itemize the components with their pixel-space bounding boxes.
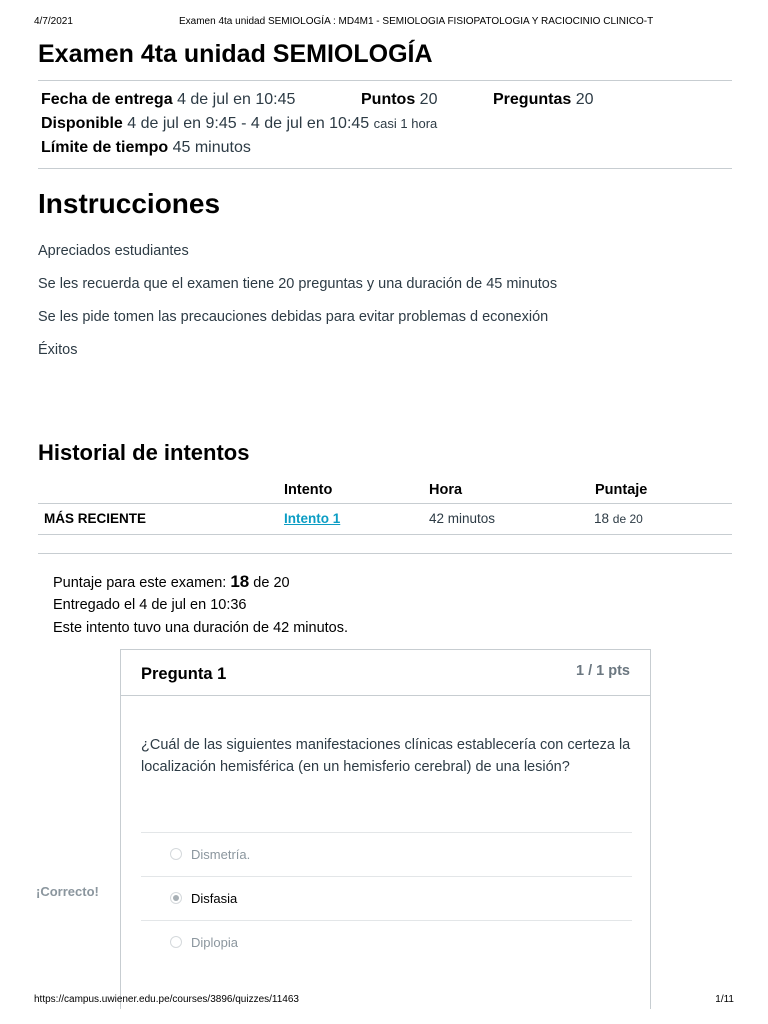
page-title: Examen 4ta unidad SEMIOLOGÍA [38,40,433,68]
answer-label: Dismetría. [191,847,251,862]
print-date: 4/7/2021 [34,16,73,27]
radio-button-selected[interactable] [170,892,182,904]
print-footer [34,994,734,1008]
divider [38,553,732,554]
time-limit-label: Límite de tiempo [41,139,169,156]
question-text: ¿Cuál de las siguientes manifestaciones clínicas establecería con certeza la localización hemisférica (en un hemisferio cerebral) de una lesión? [141,737,631,775]
history-column-attempt: Intento [284,482,333,498]
answer-option[interactable] [141,876,632,920]
due-date [41,91,295,109]
instruction-line: Se les recuerda que el examen tiene 20 preguntas y una duración de 45 minutos [38,276,558,292]
availability [41,115,437,133]
radio-button[interactable] [170,848,182,860]
availability-value: 4 de jul en 9:45 - 4 de jul en 10:45 [127,115,370,132]
radio-button[interactable] [170,936,182,948]
points [361,91,437,109]
attempt-time: 42 minutos [429,511,496,526]
points-label: Puntos [361,91,416,108]
question-points: 1 / 1 pts [576,663,630,679]
history-title: Historial de intentos [38,440,250,465]
attempt-score-suffix: de 20 [612,512,643,526]
score-suffix: de 20 [253,575,290,591]
print-document-title: Examen 4ta unidad SEMIOLOGÍA : MD4M1 - SEMIOLOGIA FISIOPATOLOGIA Y RACIOCINIO CLINICO-T [179,16,654,27]
score-summary [53,572,290,592]
print-header [34,16,734,30]
instruction-line: Apreciados estudiantes [38,243,189,259]
table-row-divider [38,534,732,535]
points-value: 20 [419,91,438,108]
score-prefix: Puntaje para este examen: [53,575,227,591]
attempt-score-value: 18 [594,511,610,526]
questions-value: 20 [575,91,594,108]
divider [38,80,732,81]
answer-option[interactable] [141,832,632,876]
table-header-divider [38,503,732,504]
time-limit-value: 45 minutos [172,139,251,156]
history-column-score: Puntaje [595,482,648,498]
question-card [120,649,651,1009]
instruction-line: Se les pide tomen las precauciones debidas para evitar problemas d econexión [38,309,549,325]
time-limit [41,139,251,157]
history-column-time: Hora [429,482,463,498]
score-value: 18 [230,572,250,591]
divider [38,168,732,169]
attempt-score [594,511,643,526]
answer-label: Disfasia [191,891,238,906]
submitted-date: Entregado el 4 de jul en 10:36 [53,597,247,613]
answer-label: Diplopia [191,935,238,950]
correct-answer-flag: ¡Correcto! [36,884,99,899]
print-page-number: 1/11 [715,994,734,1005]
print-url: https://campus.uwiener.edu.pe/courses/3896/quizzes/11463 [34,994,299,1005]
question-title: Pregunta 1 [141,665,227,683]
due-date-value: 4 de jul en 10:45 [177,91,296,108]
attempt-link[interactable]: Intento 1 [284,511,341,526]
questions-label: Preguntas [493,91,572,108]
instructions-title: Instrucciones [38,188,221,219]
availability-note: casi 1 hora [373,116,438,131]
answer-option[interactable] [141,920,632,964]
questions [493,91,594,109]
availability-label: Disponible [41,115,123,132]
question-header [121,650,650,696]
attempt-duration: Este intento tuvo una duración de 42 minutos. [53,620,349,636]
history-row-label: MÁS RECIENTE [44,511,147,526]
due-date-label: Fecha de entrega [41,91,173,108]
instruction-line: Éxitos [38,342,78,358]
